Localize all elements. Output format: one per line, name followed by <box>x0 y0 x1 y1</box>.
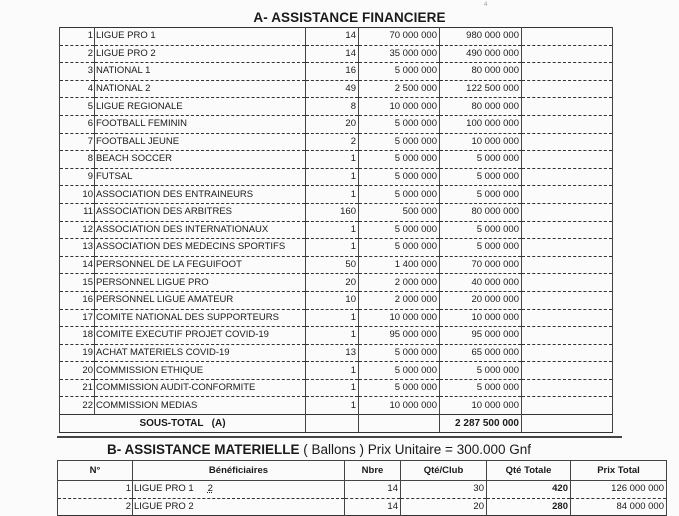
beneficiary-cell <box>133 481 345 499</box>
beneficiary-count: 1 <box>306 362 359 380</box>
total-amount: 80 000 000 <box>440 63 522 81</box>
observation <box>522 28 613 46</box>
empty-cell <box>522 415 613 433</box>
table-row <box>60 221 613 239</box>
table-row <box>60 63 613 81</box>
unit-amount: 10 000 000 <box>359 98 440 116</box>
beneficiary-name: FOOTBALL FEMININ <box>95 115 306 133</box>
total-qty: 420 <box>487 481 571 499</box>
total-amount: 5 000 000 <box>440 221 522 239</box>
beneficiary-count: 1 <box>306 221 359 239</box>
beneficiary-count: 1 <box>306 309 359 327</box>
header-number: N° <box>58 461 133 481</box>
row-number: 9 <box>60 168 95 186</box>
row-number: 15 <box>60 274 95 292</box>
total-amount: 10 000 000 <box>440 397 522 415</box>
total-amount: 95 000 000 <box>440 327 522 345</box>
row-number: 5 <box>60 98 95 116</box>
observation <box>522 168 613 186</box>
beneficiary-count: 1 <box>306 186 359 204</box>
unit-amount: 2 000 000 <box>359 291 440 309</box>
beneficiary-name: NATIONAL 2 <box>95 80 306 98</box>
total-amount: 100 000 000 <box>440 115 522 133</box>
beneficiary-count: 1 <box>306 397 359 415</box>
qty-per-club: 20 <box>401 498 487 516</box>
unit-amount: 5 000 000 <box>359 239 440 257</box>
table-row <box>60 28 613 46</box>
table-row <box>60 274 613 292</box>
observation <box>522 63 613 81</box>
table-row <box>60 256 613 274</box>
unit-amount: 35 000 000 <box>359 45 440 63</box>
beneficiary-count: 14 <box>306 45 359 63</box>
beneficiary-count: 8 <box>306 98 359 116</box>
beneficiary-name: LIGUE REGIONALE <box>95 98 306 116</box>
header-qty-per-club: Qté/Club <box>401 461 487 481</box>
row-number: 2 <box>60 45 95 63</box>
beneficiary-count: 10 <box>306 291 359 309</box>
beneficiary-name: BEACH SOCCER <box>95 151 306 169</box>
beneficiary-count: 160 <box>306 203 359 221</box>
row-number: 10 <box>60 186 95 204</box>
beneficiary-name: LIGUE PRO 1 <box>134 483 194 495</box>
row-number: 7 <box>60 133 95 151</box>
beneficiary-name: LIGUE PRO 2 <box>95 45 306 63</box>
unit-amount: 5 000 000 <box>359 221 440 239</box>
row-number: 19 <box>60 344 95 362</box>
beneficiary-count: 50 <box>306 256 359 274</box>
unit-amount: 95 000 000 <box>359 327 440 345</box>
table-row <box>60 115 613 133</box>
unit-amount: 5 000 000 <box>359 168 440 186</box>
observation <box>522 344 613 362</box>
table-row <box>60 344 613 362</box>
beneficiary-count: 1 <box>306 151 359 169</box>
beneficiary-count: 16 <box>306 63 359 81</box>
total-amount: 5 000 000 <box>440 151 522 169</box>
row-number: 1 <box>58 481 133 499</box>
table-row <box>60 168 613 186</box>
table-row <box>60 327 613 345</box>
beneficiary-name: PERSONNEL DE LA FEGUIFOOT <box>95 256 306 274</box>
total-amount: 122 500 000 <box>440 80 522 98</box>
observation <box>522 151 613 169</box>
observation <box>522 80 613 98</box>
unit-amount: 1 400 000 <box>359 256 440 274</box>
unit-amount: 10 000 000 <box>359 397 440 415</box>
table-row <box>60 362 613 380</box>
total-amount: 70 000 000 <box>440 256 522 274</box>
row-number: 21 <box>60 379 95 397</box>
total-amount: 10 000 000 <box>440 133 522 151</box>
table-row <box>60 133 613 151</box>
observation <box>522 115 613 133</box>
total-price: 126 000 000 <box>571 481 667 499</box>
row-number: 16 <box>60 291 95 309</box>
beneficiary-count: 14 <box>345 481 401 499</box>
total-amount: 80 000 000 <box>440 203 522 221</box>
total-amount: 40 000 000 <box>440 274 522 292</box>
unit-amount: 500 000 <box>359 203 440 221</box>
section-divider <box>57 436 622 438</box>
observation <box>522 133 613 151</box>
unit-amount: 5 000 000 <box>359 362 440 380</box>
total-amount: 5 000 000 <box>440 379 522 397</box>
unit-amount: 10 000 000 <box>359 309 440 327</box>
beneficiary-name: ASSOCIATION DES ARBITRES <box>95 203 306 221</box>
beneficiary-name: LIGUE PRO 2 <box>134 500 194 512</box>
total-qty: 280 <box>487 498 571 516</box>
beneficiary-count: 1 <box>306 379 359 397</box>
section-b-title-bold: B- ASSISTANCE MATERIELLE <box>107 442 300 457</box>
table-row <box>60 239 613 257</box>
table-row <box>60 309 613 327</box>
observation <box>522 291 613 309</box>
total-amount: 5 000 000 <box>440 362 522 380</box>
row-number: 4 <box>60 80 95 98</box>
total-price: 84 000 000 <box>571 498 667 516</box>
observation <box>522 256 613 274</box>
table-row <box>60 397 613 415</box>
page-number-mark: 4 <box>484 2 488 8</box>
subtotal-label: SOUS-TOTAL (A) <box>60 415 306 433</box>
observation <box>522 45 613 63</box>
row-number: 11 <box>60 203 95 221</box>
observation <box>522 362 613 380</box>
beneficiary-name: NATIONAL 1 <box>95 63 306 81</box>
section-a-title: A- ASSISTANCE FINANCIERE <box>253 10 446 25</box>
observation <box>522 186 613 204</box>
beneficiary-name: COMITE EXECUTIF PROJET COVID-19 <box>95 327 306 345</box>
header-total-qty: Qté Totale <box>487 461 571 481</box>
table-row <box>60 379 613 397</box>
unit-amount: 5 000 000 <box>359 151 440 169</box>
row-number: 13 <box>60 239 95 257</box>
table-row <box>60 80 613 98</box>
observation <box>522 98 613 116</box>
observation <box>522 309 613 327</box>
beneficiary-count: 1 <box>306 168 359 186</box>
beneficiary-name: FOOTBALL JEUNE <box>95 133 306 151</box>
total-amount: 5 000 000 <box>440 239 522 257</box>
beneficiary-cell <box>133 498 345 516</box>
beneficiary-name: ASSOCIATION DES INTERNATIONAUX <box>95 221 306 239</box>
unit-amount: 5 000 000 <box>359 186 440 204</box>
beneficiary-count: 49 <box>306 80 359 98</box>
row-number: 18 <box>60 327 95 345</box>
unit-amount: 2 500 000 <box>359 80 440 98</box>
header-total-price: Prix Total <box>571 461 667 481</box>
total-amount: 980 000 000 <box>440 28 522 46</box>
beneficiary-name: LIGUE PRO 1 <box>95 28 306 46</box>
beneficiary-name: COMMISSION ETHIQUE <box>95 362 306 380</box>
unit-amount: 5 000 000 <box>359 379 440 397</box>
observation <box>522 239 613 257</box>
total-amount: 5 000 000 <box>440 168 522 186</box>
total-amount: 65 000 000 <box>440 344 522 362</box>
beneficiary-name: PERSONNEL LIGUE AMATEUR <box>95 291 306 309</box>
row-number: 14 <box>60 256 95 274</box>
row-number: 12 <box>60 221 95 239</box>
beneficiary-count: 1 <box>306 239 359 257</box>
header-beneficiaries: Bénéficiaires <box>133 461 345 481</box>
beneficiary-count: 13 <box>306 344 359 362</box>
beneficiary-name: COMITE NATIONAL DES SUPPORTEURS <box>95 309 306 327</box>
row-number: 22 <box>60 397 95 415</box>
unit-amount: 2 000 000 <box>359 274 440 292</box>
subtotal-value: 2 287 500 000 <box>440 415 522 433</box>
observation <box>522 203 613 221</box>
header-count: Nbre <box>345 461 401 481</box>
beneficiary-name: PERSONNEL LIGUE PRO <box>95 274 306 292</box>
beneficiary-count: 14 <box>345 498 401 516</box>
handwritten-note: 2 <box>207 483 213 495</box>
unit-amount: 5 000 000 <box>359 344 440 362</box>
table-row <box>60 98 613 116</box>
material-assistance-table <box>57 460 667 516</box>
table-row <box>60 45 613 63</box>
total-amount: 10 000 000 <box>440 309 522 327</box>
subtotal-row <box>60 415 613 433</box>
table-row <box>60 203 613 221</box>
beneficiary-name: COMMISSION AUDIT-CONFORMITE <box>95 379 306 397</box>
row-number: 3 <box>60 63 95 81</box>
unit-amount: 5 000 000 <box>359 115 440 133</box>
observation <box>522 274 613 292</box>
section-b-title <box>107 442 531 457</box>
table-row <box>60 291 613 309</box>
table-row <box>58 498 667 516</box>
beneficiary-name: FUTSAL <box>95 168 306 186</box>
total-amount: 80 000 000 <box>440 98 522 116</box>
unit-amount: 5 000 000 <box>359 133 440 151</box>
beneficiary-count: 1 <box>306 327 359 345</box>
beneficiary-count: 14 <box>306 28 359 46</box>
qty-per-club: 30 <box>401 481 487 499</box>
beneficiary-count: 20 <box>306 115 359 133</box>
observation <box>522 327 613 345</box>
empty-cell <box>359 415 440 433</box>
beneficiary-name: ACHAT MATERIELS COVID-19 <box>95 344 306 362</box>
unit-amount: 70 000 000 <box>359 28 440 46</box>
beneficiary-count: 2 <box>306 133 359 151</box>
row-number: 20 <box>60 362 95 380</box>
observation <box>522 379 613 397</box>
row-number: 17 <box>60 309 95 327</box>
total-amount: 20 000 000 <box>440 291 522 309</box>
financial-assistance-table <box>59 27 613 433</box>
total-amount: 5 000 000 <box>440 186 522 204</box>
table-row <box>60 186 613 204</box>
section-b-title-detail: ( Ballons ) Prix Unitaire = 300.000 Gnf <box>299 442 531 457</box>
row-number: 8 <box>60 151 95 169</box>
row-number: 6 <box>60 115 95 133</box>
table-row <box>58 481 667 499</box>
beneficiary-count: 20 <box>306 274 359 292</box>
total-amount: 490 000 000 <box>440 45 522 63</box>
row-number: 1 <box>60 28 95 46</box>
table-header-row <box>58 461 667 481</box>
beneficiary-name: ASSOCIATION DES MEDECINS SPORTIFS <box>95 239 306 257</box>
beneficiary-name: ASSOCIATION DES ENTRAINEURS <box>95 186 306 204</box>
observation <box>522 397 613 415</box>
beneficiary-name: COMMISSION MEDIAS <box>95 397 306 415</box>
table-row <box>60 151 613 169</box>
row-number: 2 <box>58 498 133 516</box>
observation <box>522 221 613 239</box>
empty-cell <box>306 415 359 433</box>
unit-amount: 5 000 000 <box>359 63 440 81</box>
